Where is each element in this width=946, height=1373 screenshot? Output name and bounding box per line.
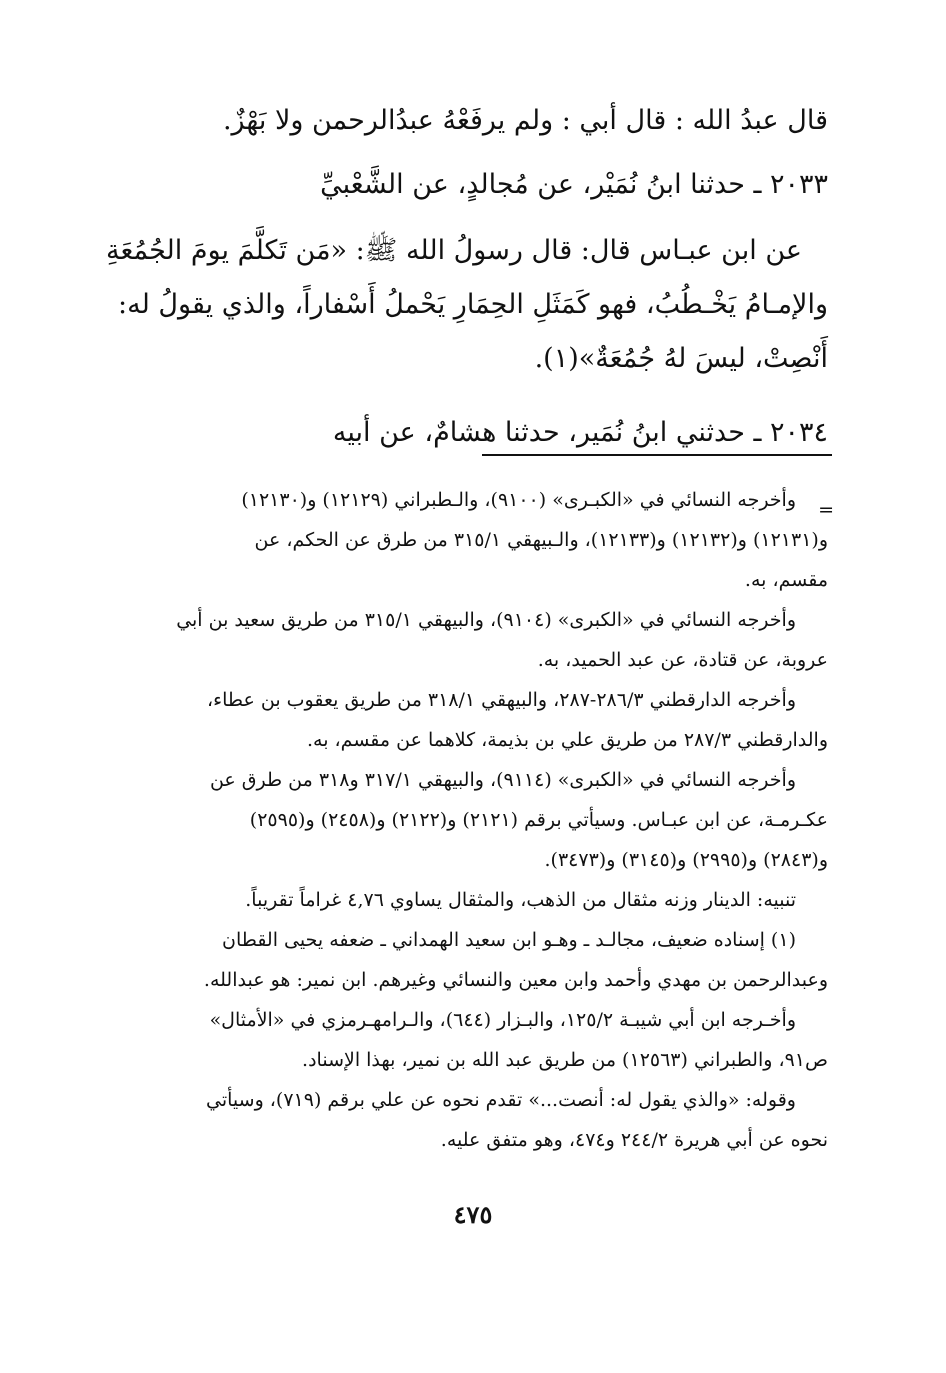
main-text-block	[106, 92, 828, 462]
footnote-lines	[122, 480, 828, 1160]
footnote-divider	[482, 454, 832, 456]
hadith-line-3: أَنْصِتْ، ليسَ لهُ جُمُعَةٌ»(١).	[534, 343, 828, 374]
continuation-mark: =	[818, 499, 834, 521]
hadith-2033-text	[106, 224, 828, 386]
footnote-line: وأخرجه النسائي في «الكبرى» (٩١٠٤)، والبيهقي ٣١٥/١ من طريق سعيد بن أبي	[176, 609, 796, 631]
hadith-2034-heading: ٢٠٣٤ ـ حدثني ابنُ نُمَير، حدثنا هشامٌ، عن أبيه	[332, 417, 828, 448]
hadith-line-2: والإمـامُ يَخْـطُبُ، فهو كَمَثَلِ الحِمَارِ يَحْملُ أَسْفاراً، والذي يقولُ له:	[118, 289, 828, 320]
footnote-line: وعبدالرحمن بن مهدي وأحمد وابن معين والنسائي وغيرهم. ابن نمير: هو عبدالله.	[203, 969, 828, 991]
footnote-line: ص٩١، والطبراني (١٢٥٦٣) من طريق عبد الله بن نمير، بهذا الإسناد.	[302, 1049, 828, 1071]
footnote-line: وأخرجه النسائي في «الكبرى» (٩١١٤)، والبيهقي ٣١٧/١ و٣١٨ من طرق عن	[209, 769, 796, 791]
footnote-line: (١) إسناده ضعيف، مجالـد ـ وهـو ابن سعيد الهمداني ـ ضعفه يحيى القطان	[221, 929, 796, 951]
footnote-line: مقسم، به.	[744, 569, 828, 591]
footnote-line: و(٢٨٤٣) و(٢٩٩٥) و(٣١٤٥) و(٣٤٧٣).	[544, 849, 828, 871]
footnote-line: وأخرجه النسائي في «الكبـرى» (٩١٠٠)، والـطبراني (١٢١٢٩) و(١٢١٣٠)	[241, 489, 796, 511]
page-number: ٤٧٥	[453, 1200, 493, 1229]
footnote-line: تنبيه: الدينار وزنه مثقال من الذهب، والمثقال يساوي ٤,٧٦ غراماً تقريباً.	[245, 889, 796, 911]
main-line-1: قال عبدُ الله : قال أبي : ولم يرفَعْهُ عبدُالرحمن ولا بَهْزٌ.	[222, 105, 828, 136]
footnotes-block	[122, 480, 834, 1160]
footnote-line: نحوه عن أبي هريرة ٢٤٤/٢ و٤٧٤، وهو متفق عليه.	[440, 1129, 828, 1151]
footnote-line: وقوله: «والذي يقول له: أنصت...» تقدم نحوه عن علي برقم (٧١٩)، وسيأتي	[206, 1089, 796, 1111]
hadith-2033-heading: ٢٠٣٣ ـ حدثنا ابنُ نُمَيْر، عن مُجالدٍ، عن الشَّعْبيِّ	[320, 169, 828, 200]
footnote-line: و(١٢١٣١) و(١٢١٣٢) و(١٢١٣٣)، والـبيهقي ٣١٥/١ من طرق عن الحكم، عن	[254, 529, 828, 551]
footnote-line: وأخـرجه ابن أبي شيبـة ١٢٥/٢، والبـزار (٦٤٤)، والـرامهـرمزي في «الأمثال»	[209, 1009, 796, 1031]
footnote-line: والدارقطني ٢٨٧/٣ من طريق علي بن بذيمة، كلاهما عن مقسم، به.	[307, 729, 828, 751]
footnote-line: وأخرجه الدارقطني ٢٨٦/٣-٢٨٧، والبيهقي ٣١٨/١ من طريق يعقوب بن عطاء،	[207, 689, 796, 711]
hadith-line-1: عن ابن عبـاس قال: قال رسولُ الله ﷺ: «مَن تَكلَّمَ يومَ الجُمُعَةِ	[106, 235, 802, 266]
footnote-line: عروبة، عن قتادة، عن عبد الحميد، به.	[537, 649, 828, 671]
footnote-line: عكـرمـة، عن ابن عبـاس. وسيأتي برقم (٢١٢١) و(٢١٢٢) و(٢٤٥٨) و(٢٥٩٥)	[249, 809, 828, 831]
